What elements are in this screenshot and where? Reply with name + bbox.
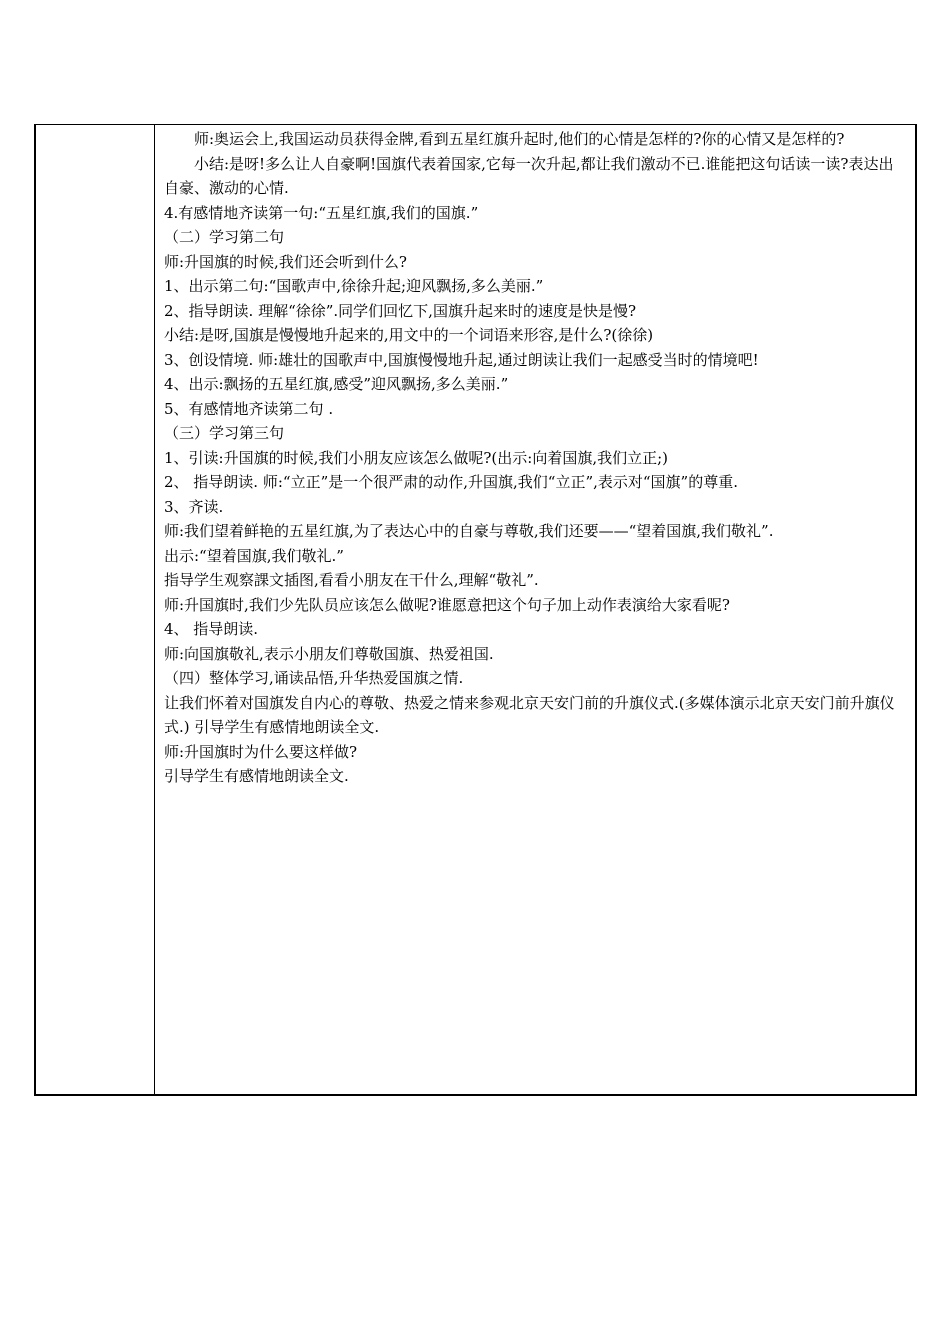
text-line: 3、创设情境. 师:雄壮的国歌声中,国旗慢慢地升起,通过朗读让我们一起感受当时的情境吧! (164, 350, 759, 369)
text-line: 2、 指导朗读. 师:“立正”是一个很严肃的动作,升国旗,我们“立正”,表示对“国旗”的尊重. (164, 473, 738, 491)
text-line: 师:升国旗时,我们少先队员应该怎么做呢?谁愿意把这个句子加上动作表演给大家看呢? (164, 595, 730, 614)
text-line: 让我们怀着对国旗发自内心的尊敬、热爱之情来参观北京天安门前的升旗仪式.(多媒体演示北京天安门前升旗仪式.) 引导学生有感情地朗读全文. (164, 693, 895, 736)
text-line: 4.有感情地齐读第一句:“五星红旗,我们的国旗.” (164, 203, 479, 222)
text-line: 师:奥运会上,我国运动员获得金牌,看到五星红旗升起时,他们的心情是怎样的?你的心情又是怎样的? (164, 130, 845, 148)
text-line: （四）整体学习,诵读品悟,升华热爱国旗之情. (164, 669, 464, 687)
text-line: 4、出示:飘扬的五星红旗,感受”迎风飘扬,多么美丽.” (164, 375, 509, 393)
lesson-table (34, 124, 917, 1096)
text-line: 3、齐读. (164, 497, 224, 516)
text-line: 2、指导朗读. 理解“徐徐”.同学们回忆下,国旗升起来时的速度是快是慢? (164, 301, 636, 320)
text-line: （二）学习第二句 (164, 228, 285, 246)
left-cell (36, 125, 155, 1094)
text-line: 4、 指导朗读. (164, 620, 259, 638)
text-line: 师:升国旗时为什么要这样做? (164, 742, 358, 761)
text-line: 指导学生观察課文插图,看看小朋友在干什么,理解“敬礼”. (164, 571, 539, 589)
text-line: 师:升国旗的时候,我们还会听到什么? (164, 252, 407, 271)
text-line: 1、引读:升国旗的时候,我们小朋友应该怎么做呢?(出示:向着国旗,我们立正;) (164, 448, 668, 467)
text-line: 5、有感情地齐读第二句 . (164, 399, 334, 418)
text-line: （三）学习第三句 (164, 424, 285, 442)
text-line: 小结:是呀!多么让人自豪啊!国旗代表着国家,它每一次升起,都让我们激动不已.谁能把这句话读一读?表达出自豪、激动的心情. (164, 154, 894, 197)
content-cell (155, 125, 915, 1094)
text-line: 小结:是呀,国旗是慢慢地升起来的,用文中的一个词语来形容,是什么?(徐徐) (164, 326, 654, 344)
text-line: 1、出示第二句:“国歌声中,徐徐升起;迎风飘扬,多么美丽.” (164, 277, 544, 295)
text-line: 师:向国旗敬礼,表示小朋友们尊敬国旗、热爱祖国. (164, 644, 494, 663)
text-line: 师:我们望着鲜艳的五星红旗,为了表达心中的自豪与尊敬,我们还要——“望着国旗,我们敬礼”. (164, 522, 774, 540)
text-line: 出示:“望着国旗,我们敬礼.” (164, 546, 344, 565)
text-line: 引导学生有感情地朗读全文. (164, 767, 349, 785)
